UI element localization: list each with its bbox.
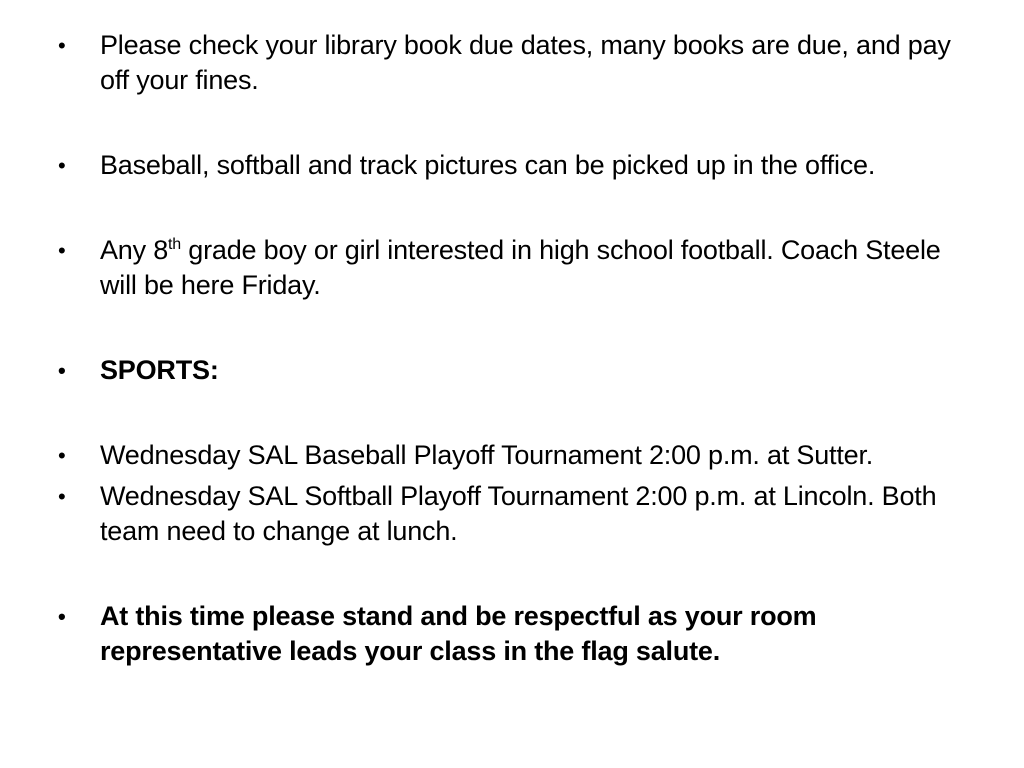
announcement-softball-playoff — [58, 479, 978, 549]
announcement-text-prefix: Any 8 — [100, 235, 169, 265]
announcement-text: Baseball, softball and track pictures can be picked up in the office. — [100, 150, 876, 180]
announcement-baseball-playoff — [58, 438, 978, 473]
bullet-icon: • — [58, 358, 66, 383]
bullet-icon: • — [58, 238, 66, 263]
announcement-text: Wednesday SAL Softball Playoff Tournament 2:00 p.m. at Lincoln. Both team need to change at lunch. — [100, 481, 937, 546]
announcement-football — [58, 233, 978, 303]
announcement-library-books — [58, 28, 978, 98]
bullet-icon: • — [58, 484, 66, 509]
bullet-icon: • — [58, 33, 66, 58]
announcement-text-suffix: grade boy or girl interested in high school football. Coach Steele will be here Friday. — [100, 235, 941, 300]
announcement-text: At this time please stand and be respectful as your room representative leads your class in the flag salute. — [100, 601, 817, 666]
announcement-pictures — [58, 148, 978, 183]
announcement-flag-salute — [58, 599, 978, 669]
bullet-icon: • — [58, 153, 66, 178]
announcement-list — [58, 28, 978, 669]
ordinal-suffix: th — [168, 236, 181, 253]
sports-heading — [58, 353, 978, 388]
bullet-icon: • — [58, 604, 66, 629]
bullet-icon: • — [58, 443, 66, 468]
sports-heading-text: SPORTS: — [100, 355, 219, 385]
announcement-text: Please check your library book due dates, many books are due, and pay off your fines. — [100, 30, 951, 95]
announcement-text: Wednesday SAL Baseball Playoff Tournament 2:00 p.m. at Sutter. — [100, 440, 874, 470]
